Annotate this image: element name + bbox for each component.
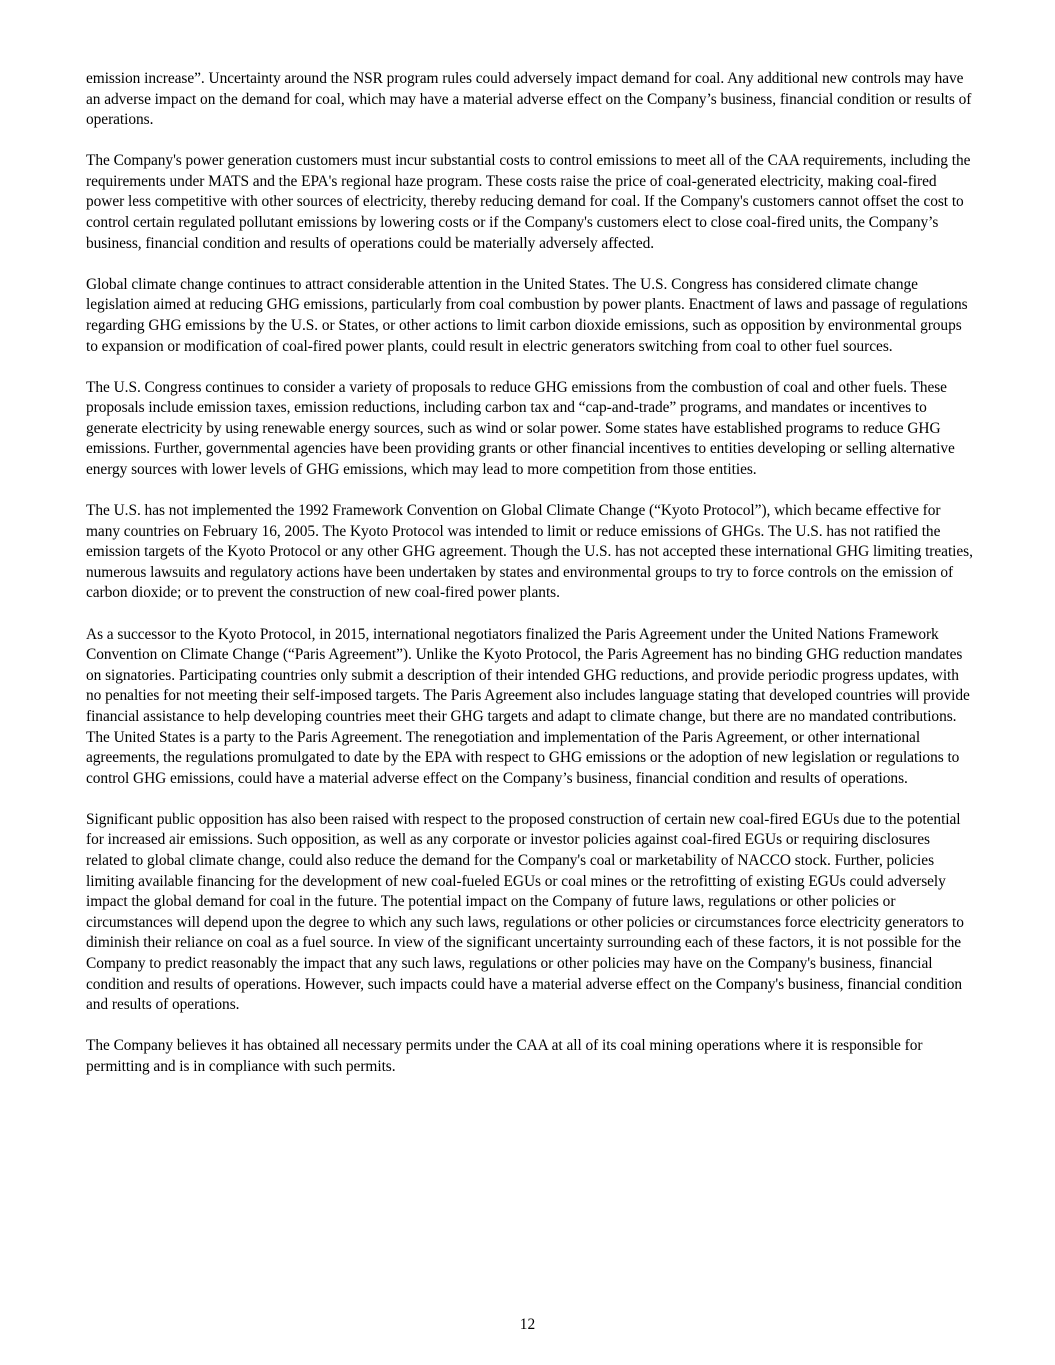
paragraph-congress-proposals: The U.S. Congress continues to consider a variety of proposals to reduce GHG emissions from the combustion of coal and other fuels. These proposals include emission taxes, emission reductions, including carbon tax and “cap-and-trade” programs, and mandates or incentives to generate electricity by using renewable energy sources, such as wind or solar power. Some states have established programs to reduce GHG emissions. Further, governmental agencies have been providing grants or other financial incentives to entities developing or selling alternative energy sources with lower levels of GHG emissions, which may lead to more competition from those entities. (86, 378, 955, 478)
paragraph-emission-control-costs: The Company's power generation customers must incur substantial costs to control emissions to meet all of the CAA requirements, including the requirements under MATS and the EPA's regional haze program. These costs raise the price of coal-generated electricity, making coal-fired power less competitive with other sources of electricity, thereby reducing demand for coal. If the Company's customers cannot offset the cost to control certain regulated pollutant emissions by lowering costs or if the Company's customers elect to close coal-fired units, the Company’s business, financial condition and results of operations could be materially adversely affected. (86, 152, 971, 252)
document-body (86, 69, 973, 1098)
paragraph-permits: The Company believes it has obtained all necessary permits under the CAA at all of its coal mining operations where it is responsible for permitting and is in compliance with such permits. (86, 1037, 923, 1075)
paragraph-global-climate-change: Global climate change continues to attract considerable attention in the United States. The U.S. Congress has considered climate change legislation aimed at reducing GHG emissions, particularly from coal combustion by power plants. Enactment of laws and passage of regulations regarding GHG emissions by the U.S. or States, or other actions to limit carbon dioxide emissions, such as opposition by environmental groups to expansion or modification of coal-fired power plants, could result in electric generators switching from coal to other fuel sources. (86, 275, 968, 355)
paragraph-paris-agreement: As a successor to the Kyoto Protocol, in 2015, international negotiators finalized the Paris Agreement under the United Nations Framework Convention on Climate Change (“Paris Agreement”). Unlike the Kyoto Protocol, the Paris Agreement has no binding GHG reduction mandates on signatories. Participating countries only submit a description of their intended GHG reductions, and provide periodic progress updates, with no penalties for not meeting their self-imposed targets. The Paris Agreement also includes language stating that developed countries will provide financial assistance to help developing countries meet their GHG targets and adapt to climate change, but there are no mandated contributions. The United States is a party to the Paris Agreement. The renegotiation and implementation of the Paris Agreement, or other international agreements, the regulations promulgated to date by the EPA with respect to GHG emissions or the adoption of new legislation or regulations to control GHG emissions, could have a material adverse effect on the Company’s business, financial condition and results of operations. (86, 625, 970, 787)
paragraph-kyoto-protocol: The U.S. has not implemented the 1992 Framework Convention on Global Climate Change (“Kyoto Protocol”), which became effective for many countries on February 16, 2005. The Kyoto Protocol was intended to limit or reduce emissions of GHGs. The U.S. has not ratified the emission targets of the Kyoto Protocol or any other GHG agreement. Though the U.S. has not accepted these international GHG limiting treaties, numerous lawsuits and regulatory actions have been undertaken by states and environmental groups to try to force controls on the emission of carbon dioxide; or to prevent the construction of new coal-fired power plants. (86, 502, 973, 602)
paragraph-nsr-uncertainty: emission increase”. Uncertainty around the NSR program rules could adversely impact demand for coal. Any additional new controls may have an adverse impact on the demand for coal, which may have a material adverse effect on the Company’s business, financial condition or results of operations. (86, 70, 972, 129)
paragraph-public-opposition: Significant public opposition has also been raised with respect to the proposed construction of certain new coal-fired EGUs due to the potential for increased air emissions. Such opposition, as well as any corporate or investor policies against coal-fired EGUs or requiring disclosures related to global climate change, could also reduce the demand for the Company's coal or marketability of NACCO stock. Further, policies limiting available financing for the development of new coal-fueled EGUs or coal mines or the retrofitting of existing EGUs could adversely impact the global demand for coal in the future. The potential impact on the Company of future laws, regulations or other policies or circumstances will depend upon the degree to which any such laws, regulations or other policies or circumstances force electricity generators to diminish their reliance on coal as a fuel source. In view of the significant uncertainty surrounding each of these factors, it is not possible for the Company to predict reasonably the impact that any such laws, regulations or other policies may have on the Company's business, financial condition and results of operations. However, such impacts could have a material adverse effect on the Company's business, financial condition and results of operations. (86, 810, 964, 1014)
page-number: 12 (519, 1316, 536, 1333)
